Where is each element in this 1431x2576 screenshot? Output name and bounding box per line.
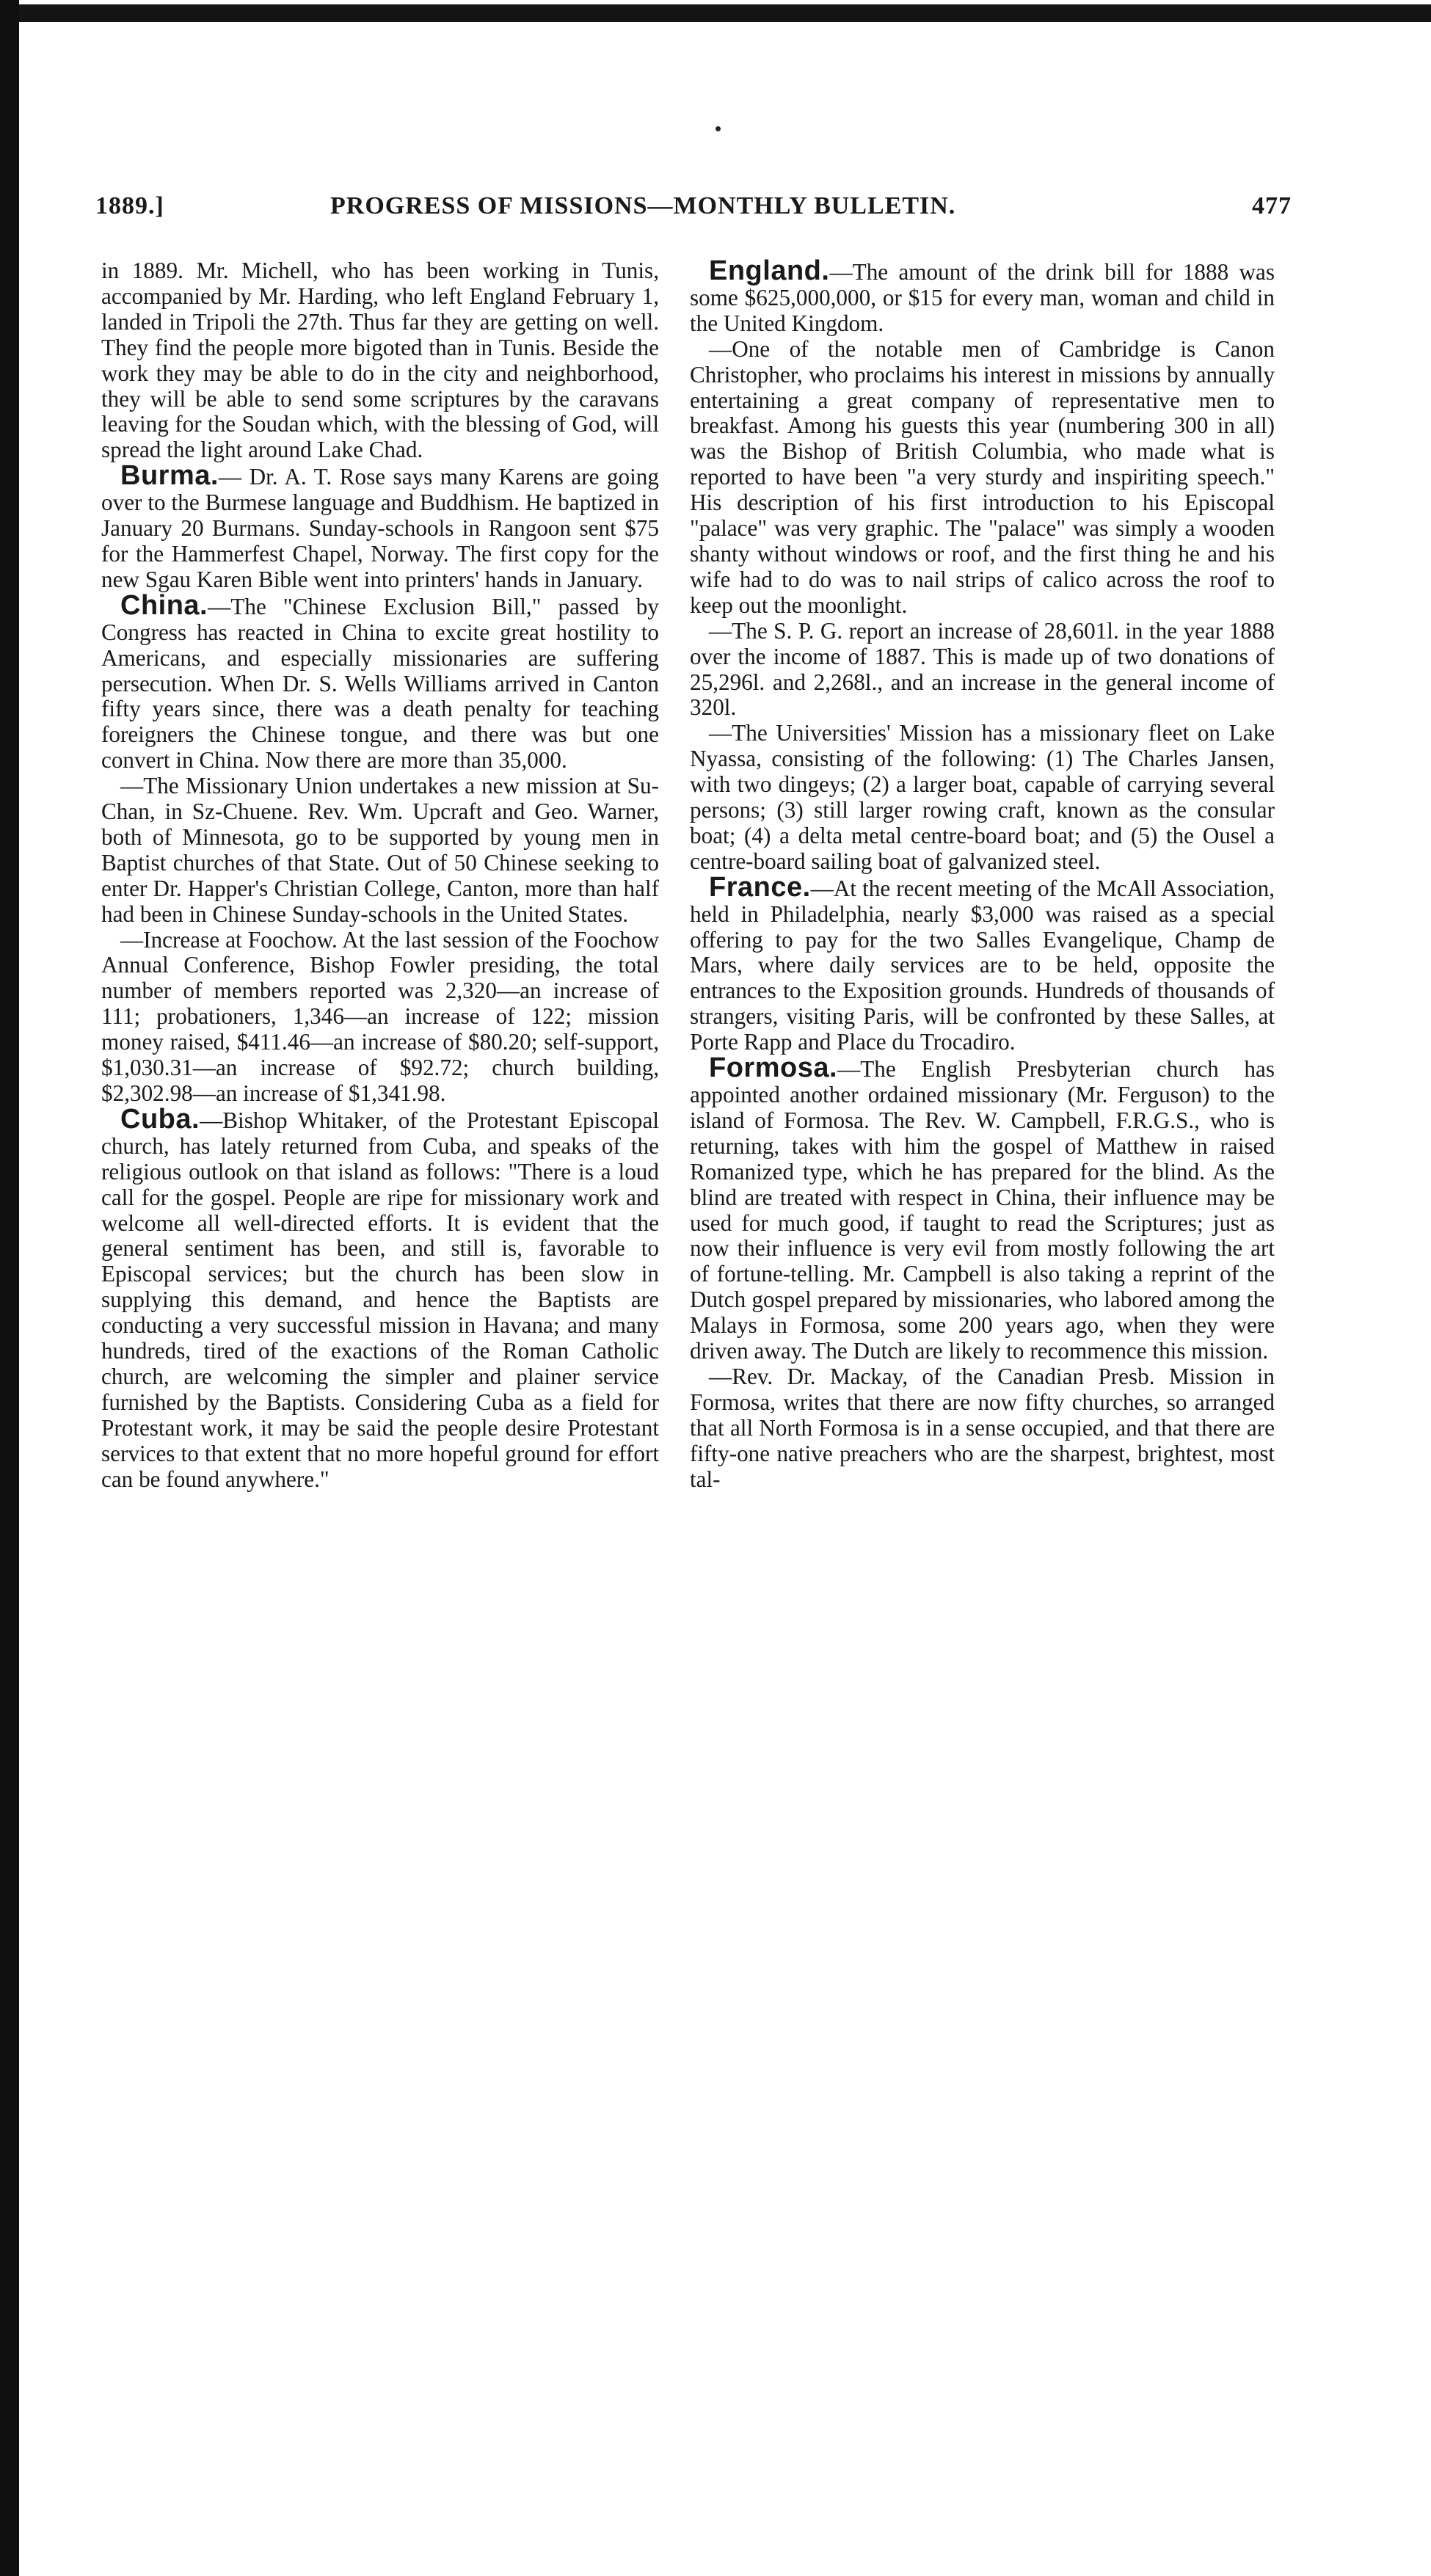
england-heading: England. xyxy=(709,255,830,286)
missionary-union-paragraph: —The Missionary Union undertakes a new mission at Su-Chan, in Sz-Chuene. Rev. Wm. Upcraft and Geo. Warner, both of Minnesota, go to be supported by young men in Baptist churches of that State. Out of 50 Chinese seeking to enter Dr. Happer's Christian College, Canton, more than half had been in Chinese Sunday-schools in the United States. xyxy=(101,773,659,927)
scan-top-edge xyxy=(0,4,1431,22)
cuba-section xyxy=(101,1103,659,1493)
cuba-text: —Bishop Whitaker, of the Protestant Episcopal church, has lately returned from Cuba, and speaks of the religious outlook on that island as follows: "There is a loud call for the gospel. People are ripe for missionary work and welcome all well-directed efforts. It is evident that the general sentiment has been, and still is, favorable to Episcopal services; but the church has been slow in supplying this demand, and hence the Baptists are conducting a very successful mission in Havana; and many hundreds, tired of the exactions of the Roman Catholic church, are welcoming the simpler and plainer service furnished by the Baptists. Considering Cuba as a field for Protestant work, it may be said the people desire Protestant services to that extent that no more hopeful ground for effort can be found anywhere." xyxy=(101,1107,659,1492)
formosa-text: —The English Presbyterian church has appointed another ordained missionary (Mr. Ferguson) to the island of Formosa. The Rev. W. Campbell, F.R.G.S., who is returning, takes with him the gospel of Matthew in raised Romanized type, which he has prepared for the blind. As the blind are treated with respect in China, their influence may be used for much good, if taught to read the Scriptures; just as now their influence is very evil from mostly following the art of fortune-telling. Mr. Campbell is also taking a reprint of the Dutch gospel prepared by missionaries, who labored among the Malays in Formosa, some 200 years ago, when they were driven away. The Dutch are likely to recommence this mission. xyxy=(690,1056,1275,1364)
right-column xyxy=(690,255,1275,1493)
france-text: —At the recent meeting of the McAll Association, held in Philadelphia, nearly $3,000 was raised as a special offering to pay for the two Salles Evangelique, Champ de Mars, where daily services are to be held, opposite the entrances to the Exposition grounds. Hundreds of thousands of strangers, visiting Paris, will be confronted by these Salles, at Porte Rapp and Place du Trocadiro. xyxy=(690,875,1275,1055)
page-number: 477 xyxy=(1252,192,1292,219)
foochow-paragraph: —Increase at Foochow. At the last session of the Foochow Annual Conference, Bishop Fowler presiding, the total number of members reported was 2,320—an increase of 111; probationers, 1,346—an increase of 122; mission money raised, $411.46—an increase of $80.20; self-support, $1,030.31—an increase of $92.72; church building, $2,302.98—an increase of $1,341.98. xyxy=(101,926,659,1106)
france-heading: France. xyxy=(709,871,811,903)
running-header xyxy=(88,192,1292,226)
burma-heading: Burma. xyxy=(120,460,219,492)
ink-speck xyxy=(716,126,721,131)
formosa-heading: Formosa. xyxy=(709,1052,838,1084)
burma-section xyxy=(101,460,659,593)
left-column xyxy=(101,258,659,1493)
scan-left-edge xyxy=(0,0,19,2576)
china-section xyxy=(101,589,659,774)
england-section xyxy=(690,255,1275,337)
china-heading: China. xyxy=(120,589,208,621)
england-text: —The amount of the drink bill for 1888 was some $625,000,000, or $15 for every man, woman and child in the United Kingdom. xyxy=(690,259,1275,336)
cuba-heading: Cuba. xyxy=(120,1103,200,1135)
china-text: —The "Chinese Exclusion Bill," passed by Congress has reacted in China to excite great hostility to Americans, and especially missionaries are suffering persecution. When Dr. S. Wells Williams arrived in Canton fifty years since, there was a death penalty for teaching foreigners the Chinese tongue, and there was but one convert in China. Now there are more than 35,000. xyxy=(101,593,659,774)
mackay-paragraph: —Rev. Dr. Mackay, of the Canadian Presb. Mission in Formosa, writes that there are now fifty churches, so arranged that all North Formosa is in a sense occupied, and that there are fifty-one native preachers who are the sharpest, brightest, most tal- xyxy=(690,1363,1275,1492)
header-title: PROGRESS OF MISSIONS—MONTHLY BULLETIN. xyxy=(330,192,956,219)
burma-text: — Dr. A. T. Rose says many Karens are going over to the Burmese language and Buddhism. He baptized in January 20 Burmans. Sunday-schools in Rangoon sent $75 for the Hammerfest Chapel, Norway. The first copy for the new Sgau Karen Bible went into printers' hands in January. xyxy=(101,464,659,592)
spg-paragraph: —The S. P. G. report an increase of 28,601l. in the year 1888 over the income of 1887. This is made up of two donations of 25,296l. and 2,268l., and an increase in the general income of 320l. xyxy=(690,617,1275,721)
france-section xyxy=(690,871,1275,1055)
formosa-section xyxy=(690,1052,1275,1364)
universities-mission-paragraph: —The Universities' Mission has a missionary fleet on Lake Nyassa, consisting of the following: (1) The Charles Jansen, with two dingeys; (2) a larger boat, capable of carrying several persons; (3) still larger rowing craft, known as the consular boat; (4) a delta metal centre-board boat; and (5) the Ousel a centre-board sailing boat of galvanized steel. xyxy=(690,720,1275,874)
tripoli-paragraph: in 1889. Mr. Michell, who has been working in Tunis, accompanied by Mr. Harding, who left England February 1, landed in Tripoli the 27th. Thus far they are getting on well. They find the people more bigoted than in Tunis. Beside the work they may be able to do in the city and neighborhood, they will be able to send some scriptures by the caravans leaving for the Soudan which, with the blessing of God, will spread the light around Lake Chad. xyxy=(101,258,659,463)
cambridge-paragraph: —One of the notable men of Cambridge is Canon Christopher, who proclaims his interest in missions by annually entertaining a great company of representative men to breakfast. Among his guests this year (numbering 300 in all) was the Bishop of British Columbia, who made what is reported to have been "a very sturdy and inspiriting speech." His description of his first introduction to his Episcopal "palace" was very graphic. The "palace" was simply a wooden shanty without windows or roof, and the first thing he and his wife had to do was to nail strips of calico across the roof to keep out the moonlight. xyxy=(690,335,1275,618)
header-year: 1889.] xyxy=(95,192,164,219)
